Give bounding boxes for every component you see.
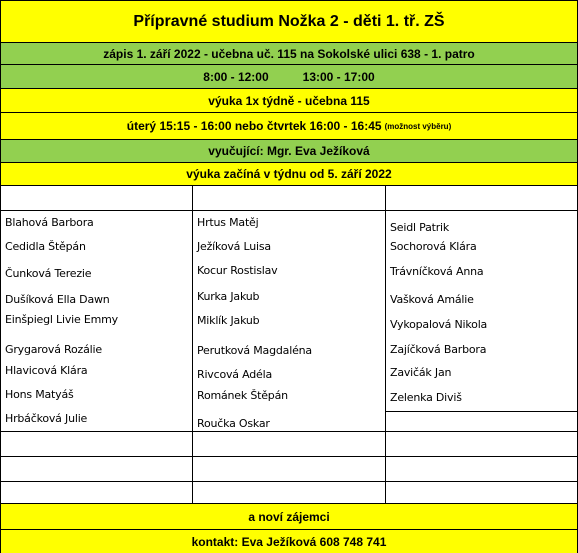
grid-line [0, 456, 577, 457]
student-name: Kurka Jakub [197, 290, 260, 303]
student-name: Blahová Barbora [5, 216, 94, 229]
lessons-info: výuka 1x týdně - učebna 115 [0, 88, 577, 112]
schedule-text: úterý 15:15 - 16:00 nebo čtvrtek 16:00 - 16:45 [126, 119, 382, 133]
student-name: Zajíčková Barbora [390, 343, 487, 356]
student-name: Vykopalová Nikola [390, 318, 488, 331]
student-name: Hlavicová Klára [5, 364, 88, 377]
student-name: Ježíková Luisa [197, 240, 271, 253]
student-name: Grygarová Rozálie [5, 343, 102, 356]
student-name: Miklík Jakub [197, 314, 260, 327]
student-name: Rivcová Adéla [197, 368, 273, 381]
student-name: Zelenka Diviš [390, 391, 462, 404]
schedule-note: (možnost výběru) [384, 121, 452, 131]
student-grid [0, 185, 577, 503]
page-title: Přípravné studium Nožka 2 - děti 1. tř. ZŠ [0, 0, 577, 42]
student-name: Kocur Rostislav [197, 264, 278, 277]
teacher-info: vyučující: Mgr. Eva Ježíková [0, 139, 577, 162]
student-name: Románek Štěpán [197, 389, 288, 402]
contact-info: kontakt: Eva Ježíková 608 748 741 [0, 529, 577, 553]
hours-morning: 8:00 - 12:00 [203, 69, 269, 84]
student-name: Hons Matyáš [5, 388, 74, 401]
student-name: Hrtus Matěj [197, 216, 259, 229]
student-name: Vašková Amálie [390, 293, 474, 306]
student-name: Dušíková Ella Dawn [5, 293, 110, 306]
student-name: Zavičák Jan [390, 366, 452, 379]
hours-afternoon: 13:00 - 17:00 [302, 69, 375, 84]
student-name: Hrbáčková Julie [5, 412, 88, 425]
student-name: Čunková Terezie [5, 267, 92, 280]
grid-line [0, 481, 577, 482]
start-info: výuka začíná v týdnu od 5. září 2022 [0, 162, 577, 185]
grid-line [0, 431, 577, 432]
student-name: Einšpiegl Livie Emmy [5, 313, 118, 326]
student-name: Perutková Magdaléna [197, 344, 312, 357]
student-name: Roučka Oskar [197, 417, 270, 430]
student-name: Cedidla Štěpán [5, 240, 86, 253]
student-name: Sochorová Klára [390, 240, 477, 253]
grid-line [0, 210, 577, 211]
enrollment-info: zápis 1. září 2022 - učebna uč. 115 na Sokolské ulici 638 - 1. patro [0, 42, 577, 64]
student-name: Trávníčková Anna [390, 265, 484, 278]
enrollment-hours [0, 64, 577, 88]
new-applicants: a noví zájemci [0, 503, 577, 529]
schedule-info [0, 112, 577, 139]
grid-line [385, 411, 577, 412]
student-name: Seidl Patrik [390, 221, 450, 234]
